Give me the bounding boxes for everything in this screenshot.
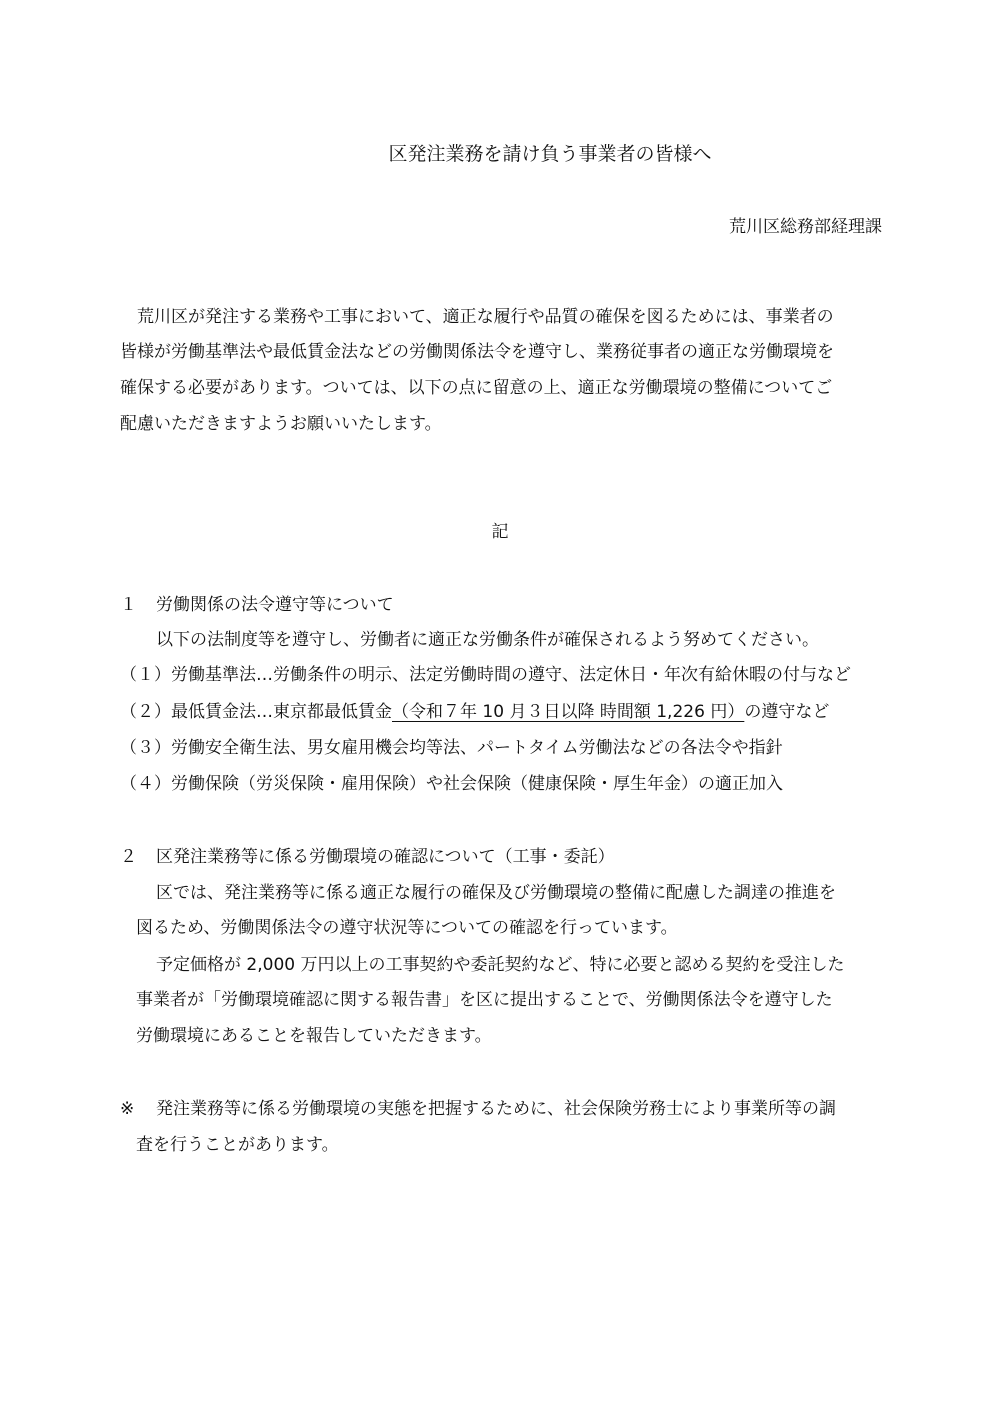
page-title: 区発注業務を請け負う事業者の皆様へ xyxy=(388,143,712,165)
section2-line: 予定価格が 2,000 万円以上の工事契約や委託契約など、特に必要と認める契約を受注した xyxy=(156,955,845,975)
section1-lead: 以下の法制度等を遵守し、労働者に適正な労働条件が確保されるよう努めてください。 xyxy=(156,630,819,650)
note-text: 発注業務等に係る労働環境の実態を把握するために、社会保険労務士により事業所等の調 xyxy=(156,1099,836,1119)
ki-heading: 記 xyxy=(491,522,509,542)
intro-line: 確保する必要があります。ついては、以下の点に留意の上、適正な労働環境の整備についてご xyxy=(120,378,833,398)
section2-number: ２ xyxy=(120,847,137,867)
section2-heading-text: 区発注業務等に係る労働環境の確認について（工事・委託） xyxy=(156,847,615,867)
intro-line: 皆様が労働基準法や最低賃金法などの労働関係法令を遵守し、業務従事者の適正な労働環境を xyxy=(120,342,834,362)
department-name: 荒川区総務部経理課 xyxy=(729,217,882,237)
note-line xyxy=(120,1101,836,1118)
section2-heading xyxy=(120,849,615,866)
item2-minimum-wage: （令和７年 10 月３日以降 時間額 1,226 円） xyxy=(392,702,745,722)
section2-line: 図るため、労働関係法令の遵守状況等についての確認を行っています。 xyxy=(136,918,678,938)
section1-heading-text: 労働関係の法令遵守等について xyxy=(156,595,394,615)
section2-line: 労働環境にあることを報告していただきます。 xyxy=(136,1026,492,1046)
section1-item-4: （４）労働保険（労災保険・雇用保険）や社会保険（健康保険・厚生年金）の適正加入 xyxy=(120,774,783,794)
intro-line: 荒川区が発注する業務や工事において、適正な履行や品質の確保を図るためには、事業者の xyxy=(120,307,834,327)
section2-line: 区では、発注業務等に係る適正な履行の確保及び労働環境の整備に配慮した調達の推進を xyxy=(156,883,836,903)
section2-line: 事業者が「労働環境確認に関する報告書」を区に提出することで、労働関係法令を遵守した xyxy=(136,990,833,1010)
section1-number: １ xyxy=(120,595,137,615)
item2-prefix: （２）最低賃金法…東京都最低賃金 xyxy=(120,702,392,722)
section1-item-3: （３）労働安全衛生法、男女雇用機会均等法、パートタイム労働法などの各法令や指針 xyxy=(120,738,783,758)
note-mark: ※ xyxy=(120,1099,135,1119)
section1-item-2 xyxy=(120,704,829,721)
note-line-continued: 査を行うことがあります。 xyxy=(136,1135,339,1155)
section1-heading xyxy=(120,597,394,614)
intro-line: 配慮いただきますようお願いいたします。 xyxy=(120,414,442,434)
item2-suffix: の遵守など xyxy=(744,702,830,722)
section1-item-1: （１）労働基準法…労働条件の明示、法定労働時間の遵守、法定休日・年次有給休暇の付与など xyxy=(120,665,851,685)
